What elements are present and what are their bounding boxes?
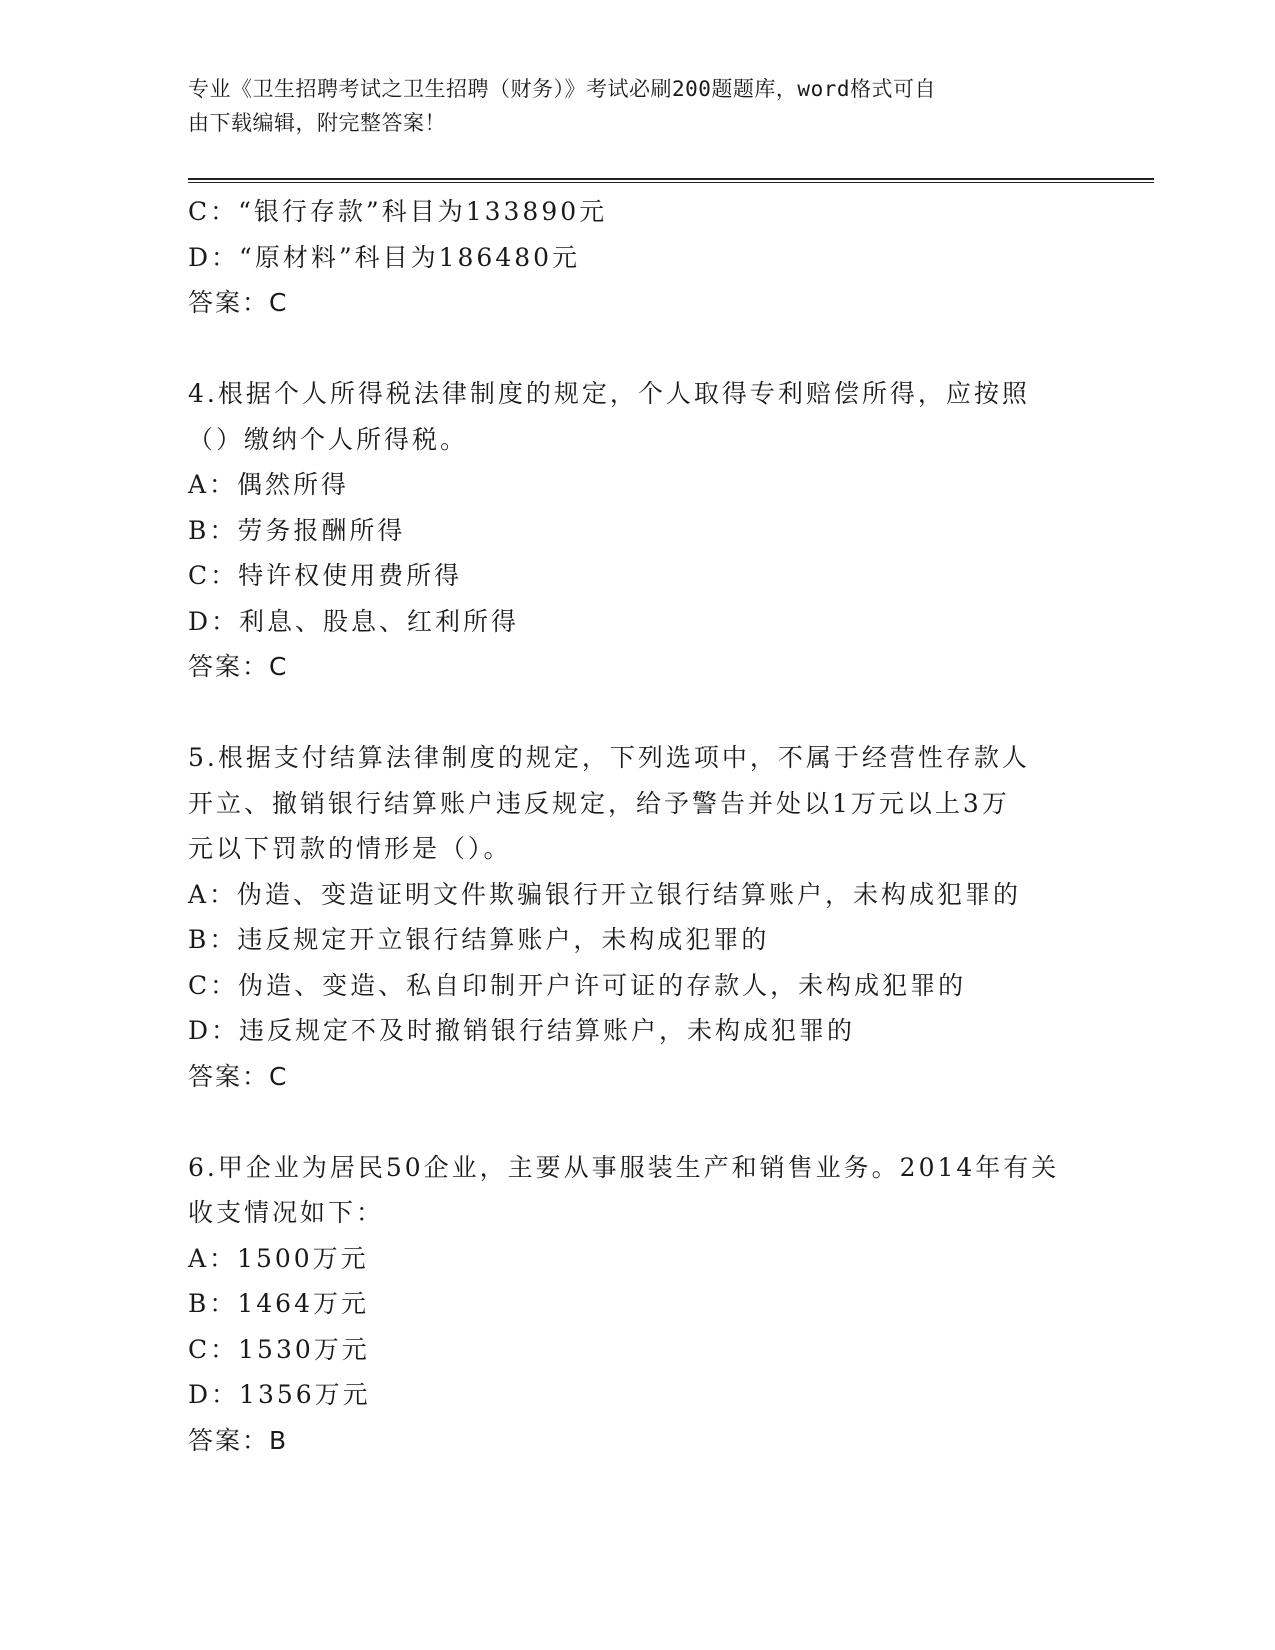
question-text-line: 4.根据个人所得税法律制度的规定，个人取得专利赔偿所得，应按照 (188, 379, 1030, 408)
question-block-5 (188, 735, 1088, 1099)
option-line: A：1500万元 (188, 1243, 369, 1273)
option-line: D：利息、股息、红利所得 (188, 606, 520, 636)
option-line: A：伪造、变造证明文件欺骗银行开立银行结算账户，未构成犯罪的 (188, 879, 1022, 909)
header-line-2: 由下载编辑，附完整答案！ (188, 111, 446, 135)
question-text-line: 元以下罚款的情形是（）。 (188, 834, 512, 863)
header-divider-thin (188, 182, 1154, 183)
option-line: B：违反规定开立银行结算账户，未构成犯罪的 (188, 925, 770, 954)
option-line: D：1356万元 (188, 1380, 371, 1409)
block-gap (188, 690, 1088, 736)
answer-line: 答案：C (188, 652, 289, 681)
document-header (188, 72, 1078, 140)
option-line: C：特许权使用费所得 (188, 561, 463, 590)
question-text-line: 开立、撤销银行结算账户违反规定，给予警告并处以1万元以上3万 (188, 788, 1010, 818)
header-line-1: 专业《卫生招聘考试之卫生招聘（财务）》考试必刷200题题库，word格式可自 (188, 77, 936, 101)
option-line: B：劳务报酬所得 (188, 515, 406, 545)
option-line: C：伪造、变造、私自印制开户许可证的存款人，未构成犯罪的 (188, 970, 967, 1000)
question-block-3 (188, 189, 1088, 326)
block-gap (188, 326, 1088, 372)
question-content (188, 189, 1088, 1463)
option-line: B：1464万元 (188, 1289, 369, 1318)
block-gap (188, 1099, 1088, 1145)
question-text-line: （）缴纳个人所得税。 (188, 424, 469, 454)
question-text-line: 收支情况如下： (188, 1198, 385, 1227)
answer-line: 答案：B (188, 1425, 289, 1455)
question-block-6 (188, 1145, 1088, 1464)
answer-line: 答案：C (188, 1061, 289, 1091)
question-text-line: 6.甲企业为居民50企业，主要从事服装生产和销售业务。2014年有关 (188, 1152, 1060, 1182)
question-text-line: 5.根据支付结算法律制度的规定，下列选项中，不属于经营性存款人 (188, 743, 1030, 772)
answer-line: 答案：C (188, 288, 289, 317)
option-line: A：偶然所得 (188, 470, 350, 499)
option-line: D：违反规定不及时撤销银行结算账户，未构成犯罪的 (188, 1016, 856, 1045)
option-line: C：1530万元 (188, 1334, 370, 1364)
question-block-4 (188, 371, 1088, 690)
option-line: C：“银行存款”科目为133890元 (188, 197, 608, 226)
header-divider-thick (188, 178, 1154, 180)
option-line: D：“原材料”科目为186480元 (188, 242, 581, 272)
